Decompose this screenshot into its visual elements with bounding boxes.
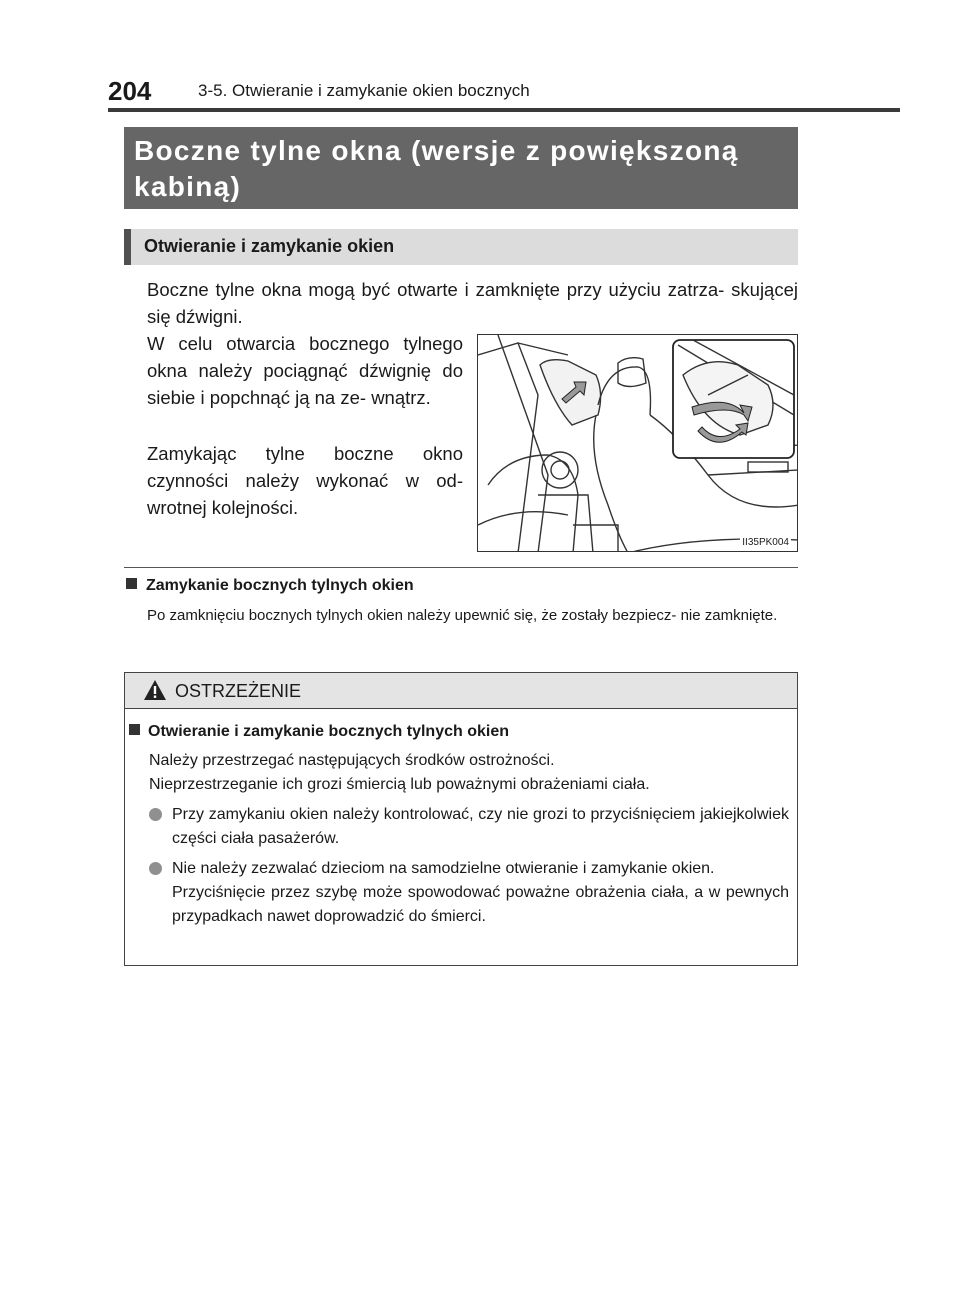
warning-bullet-text [172,857,789,929]
header-rule [108,108,900,112]
subsection-bar [124,229,798,265]
page-header [108,76,900,106]
page-number: 204 [108,76,152,106]
bullet-dot-icon [149,808,162,821]
warning-bullet [149,857,789,929]
warning-box [124,672,798,966]
square-bullet-icon [129,724,140,735]
opening-paragraph: W celu otwarcia bocznego tylnego okna należy pociągnąć dźwignię do siebie i popchnąć ją na ze- wnątrz. [147,333,463,408]
warning-intro-line: Nieprzestrzeganie ich grozi śmiercią lub poważnymi obrażeniami ciała. [149,776,650,793]
window-latch-illustration [477,334,798,552]
bullet-dot-icon [149,862,162,875]
warning-bullet [149,803,789,851]
cab-interior-drawing [478,335,798,552]
warning-bullet-line: Przyciśnięcie przez szybę może spowodować poważne obrażenia ciała, a w pewnych przypadkach nawet doprowadzić do śmierci. [172,884,789,925]
subsection-title: Otwieranie i zamykanie okien [144,236,395,256]
page-title: Boczne tylne okna (wersje z powiększoną kabiną) [134,135,739,202]
warning-bullet-line: Nie należy zezwalać dzieciom na samodzielne otwieranie i zamykanie okien. [172,860,715,877]
intro-paragraph: Boczne tylne okna mogą być otwarte i zamknięte przy użyciu zatrza- skującej się dźwigni. [147,279,798,327]
warning-triangle-icon [143,679,167,701]
note-text: Po zamknięciu bocznych tylnych okien należy upewnić się, że zostały bezpiecz- nie zamknięte. [147,607,778,624]
section-title-box [124,127,798,209]
section-separator [124,567,798,568]
warning-title-text: Otwieranie i zamykanie bocznych tylnych okien [148,723,510,740]
warning-label: OSTRZEŻENIE [175,681,302,701]
warning-bullet-text: Przy zamykaniu okien należy kontrolować, czy nie grozi to przyciśnięciem jakiejkolwiek części ciała pasażerów. [172,806,789,847]
note-title: Zamykanie bocznych tylnych okien [146,577,414,594]
square-bullet-icon [126,578,137,589]
section-breadcrumb: 3-5. Otwieranie i zamykanie okien bocznych [198,81,530,100]
warning-intro-line: Należy przestrzegać następujących środków ostrożności. [149,752,555,769]
warning-header [125,673,797,709]
closing-paragraph: Zamykając tylne boczne okno czynności należy wykonać w od- wrotnej kolejności. [147,443,463,518]
figure-code: II35PK004 [742,537,789,548]
warning-intro [149,749,789,797]
note-heading [126,577,414,595]
warning-title [129,723,509,741]
